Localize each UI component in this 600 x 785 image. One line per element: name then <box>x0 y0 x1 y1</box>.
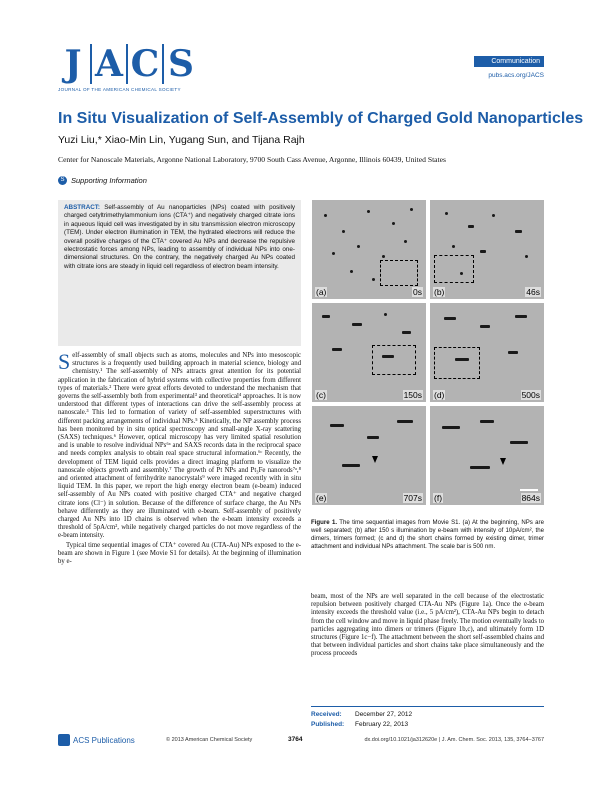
region-box <box>380 260 418 286</box>
nanoparticle-chain <box>367 436 379 439</box>
nanoparticle <box>452 245 455 248</box>
abstract-box <box>58 200 301 346</box>
page-footer <box>58 734 544 748</box>
nanoparticle-chain <box>470 466 490 469</box>
nanoparticle-chain <box>480 420 494 423</box>
nanoparticle-chain <box>332 348 342 351</box>
panel-label: (c) <box>316 390 326 400</box>
nanoparticle <box>372 278 375 281</box>
paragraph-1-text: elf-assembly of small objects such as atoms, molecules and NPs into mesoscopic structures is a frequently used building approach in material science, biology and chemistry.¹ The self-assembly of NPs attracts great attention for its potential application in the fabrication of hybrid systems with collective properties from different types of materials.² There were great efforts devoted to understand the mechanism that governs the self-assembly both from experimental³ and theoretical⁴ approaches. It is now understood that different types of interactions can drive the self-assembly process at nanoscale.³ This led to formation of variety of self-assembled superstructures with different packing arrangements of individual NPs.⁵ Kinetically, the NP assembly process has been monitored by in situ optical spectroscopy and small-angle X-ray scattering (SAXS) techniques.⁶ However, optical microscopy has very limited spatial resolution and is unable to resolve individual NPs⁶ᵃ and SAXS records data in the reciprocal space and needs complex analysis to obtain real space structural information.⁶ᶜ Recently, the development of TEM liquid cells provides a direct imaging platform to visualize the nanoscale objects growth and assembly.⁷ The growth of Pt NPs and Pt₃Fe nanorods⁷ᵃ,⁸ and oriented attachment of ferrihydrite nanocrystals⁹ were imaged recently with in situ liquid TEM. In this paper, we report the high energy electron beam (e-beam) induced self-assembly of Au NPs coated with positive charged CTA⁺ and negative charged citrate ions (Cl⁻) in solution. Because of the difference of surface charge, the Au NPs behave differently as they are illuminated with e-beam. Self-assembly of positively charged Au NPs into 1D chains is observed when the e-beam intensity exceeds a threshold of 5pA/cm², while negatively charged particles do not move regardless of the e-beam intensity. <box>58 352 301 540</box>
nanoparticle-chain <box>444 317 456 320</box>
nanoparticle <box>332 252 335 255</box>
published-date: February 22, 2013 <box>355 720 409 728</box>
figure-panel-a <box>312 200 426 299</box>
figure-panel-e <box>312 406 426 505</box>
paragraph-2: Typical time sequential images of CTA⁺ covered Au (CTA-Au) NPs exposed to the e-beam are shown in Figure 1 (see Movie S1 for details). At the beginning of illumination by e- <box>58 541 301 566</box>
nanoparticle-chain <box>352 323 362 326</box>
nanoparticle-chain <box>342 464 360 467</box>
nanoparticle <box>410 208 413 211</box>
body-right-column: beam, most of the NPs are well separated in the cell because of the electrostatic repulsion between positively charged CTA-Au NPs (Figure 1a). Once the e-beam intensity exceeds the threshold value (i.e., 5 pA/cm²), CTA-Au NPs begin to detach from the cell window and move in liquid phase freely. The motion eventually leads to particles aggregating into dimers or trimers (Figure 1b,c), and ultimately form 1D structures (Figure 1c−f). The attachment between the short self-assembled chains and that between individual particles and short chains take place simultaneously and the process proceeds <box>311 593 544 658</box>
logo-letter: C <box>130 43 160 85</box>
journal-logo <box>58 44 238 96</box>
nanoparticle-chain <box>508 351 518 354</box>
journal-tagline: JOURNAL OF THE AMERICAN CHEMICAL SOCIETY <box>58 87 181 92</box>
logo-letter: S <box>168 43 194 85</box>
nanoparticle-chain <box>397 420 413 423</box>
page-number: 3764 <box>288 736 303 743</box>
arrow-marker <box>500 458 506 465</box>
received-date: December 27, 2012 <box>355 711 413 718</box>
figure-caption-label: Figure 1. <box>311 519 338 526</box>
nanoparticle-chain <box>515 315 527 318</box>
figure-panel-b <box>430 200 544 299</box>
nanoparticle-chain <box>510 441 528 444</box>
nanoparticle <box>384 313 387 316</box>
received-label: Received: <box>311 711 342 718</box>
nanoparticle-chain <box>480 325 490 328</box>
nanoparticle-dimer <box>468 225 474 228</box>
affiliation-text: Center for Nanoscale Materials, Argonne National Laboratory, 9700 South Cass Avenue, Argonne, Illinois 60439, United States <box>58 155 446 164</box>
abstract-label: ABSTRACT: <box>64 204 101 211</box>
figure-panel-d <box>430 303 544 402</box>
publication-dates <box>311 706 544 729</box>
figure-panel-f <box>430 406 544 505</box>
nanoparticle-chain <box>442 426 460 429</box>
nanoparticle <box>392 222 395 225</box>
nanoparticle <box>357 245 360 248</box>
figure-caption-text: The time sequential images from Movie S1. (a) At the beginning, NPs are well separated; (b) after 150 s illumination by e-beam with intensity of 10pA/cm², the dimers, trimers formed; (c and d) the short chains formed by existing dimer, trimer attachment and individual NPs attachment. The scale bar is 500 nm. <box>311 519 544 550</box>
body-left-column <box>58 349 301 567</box>
abstract-text: Self-assembly of Au nanoparticles (NPs) coated with positively charged cetyltrimethylammonium ions (CTA⁺) and negatively charged citrate ions in aqueous liquid cell was investigated by in situ transmission electron microscopy (TEM). Under electron illumination in TEM, the hydrated electrons will reduce the overall positive charges of the CTA⁺ covered Au NPs and decrease the repulsive electrostatic forces among NPs, leading to assembly of individual NPs into one-dimensional structures. On the contrary, the negatively charged Au NPs coated with citrate ions are steady in liquid cell regardless of electron beam intensity. <box>64 204 296 270</box>
supporting-info-label: Supporting Information <box>71 176 147 185</box>
acs-publications-logo[interactable] <box>58 734 135 746</box>
region-box <box>434 255 474 283</box>
nanoparticle <box>404 240 407 243</box>
journal-link[interactable]: pubs.acs.org/JACS <box>488 72 544 79</box>
region-box <box>372 345 416 375</box>
region-box <box>434 347 480 379</box>
paragraph-1 <box>58 349 301 541</box>
nanoparticle-chain <box>402 331 411 334</box>
panel-label: (a) <box>316 287 327 297</box>
nanoparticle <box>525 255 528 258</box>
nanoparticle-chain <box>322 315 330 318</box>
nanoparticle <box>382 255 385 258</box>
nanoparticle <box>350 270 353 273</box>
logo-letter: A <box>95 43 123 85</box>
copyright: © 2013 American Chemical Society <box>166 737 253 743</box>
supporting-info-icon: S <box>58 176 67 185</box>
nanoparticle <box>324 214 327 217</box>
article-title: In Situ Visualization of Self-Assembly of Charged Gold Nanoparticles <box>58 110 584 127</box>
panel-time: 500s <box>521 390 540 400</box>
acs-icon <box>58 734 70 746</box>
nanoparticle-dimer <box>515 230 522 233</box>
nanoparticle-dimer <box>480 250 486 253</box>
author-list: Yuzi Liu,* Xiao-Min Lin, Yugang Sun, and Tijana Rajh <box>58 134 305 146</box>
figure-panel-c <box>312 303 426 402</box>
nanoparticle-chain <box>330 424 344 427</box>
supporting-info-link[interactable] <box>58 176 147 185</box>
panel-time: 707s <box>403 493 422 503</box>
panel-label: (e) <box>316 493 327 503</box>
nanoparticle <box>367 210 370 213</box>
nanoparticle <box>492 214 495 217</box>
publisher-name: ACS Publications <box>73 735 135 745</box>
panel-time: 0s <box>413 287 422 297</box>
published-label: Published: <box>311 720 345 728</box>
article-type-badge: Communication <box>474 56 544 67</box>
logo-letter: J <box>64 43 82 85</box>
panel-time: 864s <box>521 493 540 503</box>
panel-time: 46s <box>526 287 540 297</box>
panel-label: (f) <box>434 493 443 503</box>
panel-label: (b) <box>434 287 445 297</box>
panel-label: (d) <box>434 390 445 400</box>
panel-time: 150s <box>403 390 422 400</box>
scale-bar <box>520 489 538 491</box>
nanoparticle <box>342 230 345 233</box>
figure-caption <box>311 519 544 551</box>
doi-link[interactable]: dx.doi.org/10.1021/ja312620e | J. Am. Chem. Soc. 2013, 135, 3764−3767 <box>364 737 544 743</box>
nanoparticle <box>445 212 448 215</box>
figure-1 <box>312 200 544 505</box>
affiliation <box>58 155 446 164</box>
arrow-marker <box>372 456 378 463</box>
drop-cap: S <box>58 349 71 374</box>
